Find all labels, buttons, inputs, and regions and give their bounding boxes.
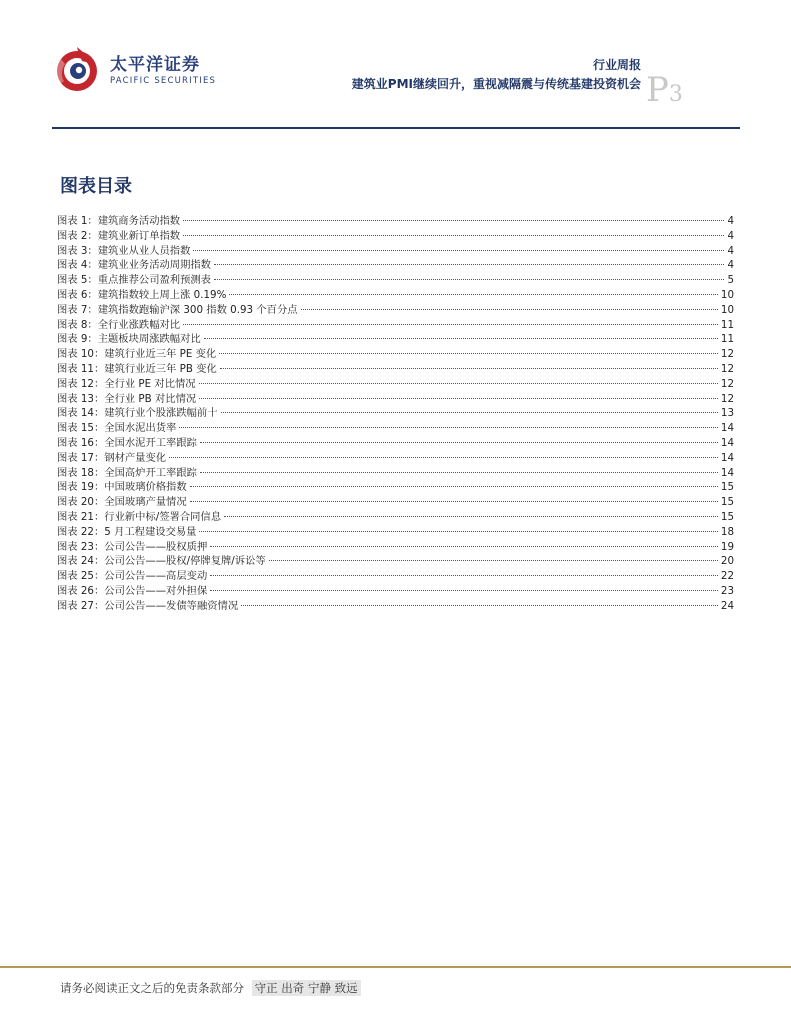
- toc-entry-page: 4: [727, 259, 734, 272]
- toc-dot-leader: [219, 353, 718, 354]
- page-footer: [60, 980, 361, 996]
- page-number-digit: 3: [668, 82, 683, 107]
- toc-entry-label: 图表 15：全国水泥出货率: [57, 422, 177, 435]
- toc-entry-label: 图表 12：全行业 PE 对比情况: [57, 377, 196, 390]
- toc-entry[interactable]: [57, 214, 734, 229]
- toc-entry-label: 图表 19：中国玻璃价格指数: [57, 481, 187, 494]
- pacific-securities-logo-icon: [52, 44, 102, 94]
- toc-dot-leader: [199, 531, 717, 532]
- toc-entry[interactable]: [57, 599, 734, 614]
- toc-entry-page: 14: [720, 466, 734, 479]
- page-number: [646, 70, 683, 110]
- toc-entry[interactable]: [57, 244, 734, 259]
- toc-entry-label: 图表 5：重点推荐公司盈利预测表: [57, 274, 211, 287]
- toc-entry-page: 14: [720, 436, 734, 449]
- toc-entry-label: 图表 26：公司公告——对外担保: [57, 584, 208, 597]
- toc-entry-page: 22: [720, 570, 734, 583]
- toc-dot-leader: [183, 235, 724, 236]
- toc-dot-leader: [190, 501, 718, 502]
- toc-entry-page: 10: [720, 288, 734, 301]
- toc-dot-leader: [183, 220, 724, 221]
- toc-entry-label: 图表 3：建筑业从业人员指数: [57, 244, 191, 257]
- toc-entry-page: 18: [720, 525, 734, 538]
- toc-entry[interactable]: [57, 451, 734, 466]
- toc-entry[interactable]: [57, 495, 734, 510]
- toc-entry[interactable]: [57, 229, 734, 244]
- toc-dot-leader: [224, 516, 718, 517]
- toc-dot-leader: [210, 590, 718, 591]
- toc-entry-label: 图表 24：公司公告——股权/停牌复牌/诉讼等: [57, 555, 266, 568]
- toc-entry-page: 4: [727, 244, 734, 257]
- toc-entry-label: 图表 6：建筑指数较上周上涨 0.19%: [57, 288, 227, 301]
- logo-english-name: PACIFIC SECURITIES: [110, 76, 217, 86]
- toc-entry-label: 图表 7：建筑指数跑输沪深 300 指数 0.93 个百分点: [57, 303, 298, 316]
- toc-dot-leader: [199, 398, 718, 399]
- toc-entry-page: 11: [720, 318, 734, 331]
- toc-entry-label: 图表 8：全行业涨跌幅对比: [57, 318, 181, 331]
- toc-entry[interactable]: [57, 288, 734, 303]
- toc-entry[interactable]: [57, 303, 734, 318]
- toc-dot-leader: [210, 575, 718, 576]
- page-number-letter: P: [646, 70, 669, 110]
- header-divider: [52, 127, 740, 129]
- toc-entry-label: 图表 23：公司公告——股权质押: [57, 540, 208, 553]
- toc-entry[interactable]: [57, 273, 734, 288]
- toc-entry[interactable]: [57, 377, 734, 392]
- toc-dot-leader: [269, 560, 718, 561]
- toc-entry-page: 13: [720, 407, 734, 420]
- toc-entry[interactable]: [57, 258, 734, 273]
- toc-entry[interactable]: [57, 436, 734, 451]
- toc-dot-leader: [214, 264, 724, 265]
- toc-dot-leader: [200, 472, 718, 473]
- toc-entry-page: 15: [720, 496, 734, 509]
- toc-dot-leader: [241, 605, 718, 606]
- toc-entry[interactable]: [57, 584, 734, 599]
- company-logo: [52, 44, 252, 96]
- toc-entry-label: 图表 21：行业新中标/签署合同信息: [57, 510, 222, 523]
- toc-entry-page: 4: [727, 215, 734, 227]
- toc-entry-label: 图表 27：公司公告——发债等融资情况: [57, 599, 239, 612]
- footer-motto: 守正 出奇 宁静 致远: [252, 980, 361, 996]
- toc-entry[interactable]: [57, 362, 734, 377]
- toc-entry[interactable]: [57, 406, 734, 421]
- toc-dot-leader: [199, 383, 718, 384]
- toc-entry-page: 10: [720, 303, 734, 316]
- toc-entry-label: 图表 4：建筑业业务活动周期指数: [57, 259, 211, 272]
- toc-entry[interactable]: [57, 332, 734, 347]
- toc-entry-page: 20: [720, 555, 734, 568]
- logo-chinese-name: 太平洋证券: [110, 55, 200, 75]
- toc-entry-page: 4: [727, 229, 734, 242]
- section-title: 图表目录: [60, 176, 132, 197]
- toc-dot-leader: [183, 324, 718, 325]
- toc-entry-label: 图表 22：5 月工程建设交易量: [57, 525, 197, 538]
- toc-entry-label: 图表 16：全国水泥开工率跟踪: [57, 436, 197, 449]
- toc-entry[interactable]: [57, 318, 734, 333]
- toc-entry[interactable]: [57, 466, 734, 481]
- toc-entry[interactable]: [57, 421, 734, 436]
- toc-entry-label: 图表 18：全国高炉开工率跟踪: [57, 466, 197, 479]
- toc-entry-label: 图表 17：钢材产量变化: [57, 451, 167, 464]
- toc-entry-page: 12: [720, 392, 734, 405]
- toc-dot-leader: [193, 250, 724, 251]
- toc-entry[interactable]: [57, 540, 734, 555]
- toc-entry-page: 14: [720, 422, 734, 435]
- toc-entry-label: 图表 10：建筑行业近三年 PE 变化: [57, 348, 217, 361]
- footer-disclaimer: 请务必阅读正文之后的免责条款部分: [60, 981, 244, 995]
- toc-entry-page: 24: [720, 599, 734, 612]
- toc-dot-leader: [220, 368, 718, 369]
- toc-dot-leader: [169, 457, 718, 458]
- toc-dot-leader: [204, 338, 718, 339]
- toc-entry-page: 19: [720, 540, 734, 553]
- toc-entry-page: 23: [720, 584, 734, 597]
- toc-entry[interactable]: [57, 480, 734, 495]
- toc-entry-label: 图表 13：全行业 PB 对比情况: [57, 392, 197, 405]
- toc-dot-leader: [214, 279, 724, 280]
- toc-entry-label: 图表 25：公司公告——高层变动: [57, 570, 208, 583]
- toc-entry-page: 12: [720, 377, 734, 390]
- toc-entry-label: 图表 2：建筑业新订单指数: [57, 229, 181, 242]
- page-header: [0, 0, 791, 130]
- toc-entry-page: 12: [720, 348, 734, 361]
- report-title: 建筑业PMI继续回升，重视减隔震与传统基建投资机会: [351, 77, 641, 91]
- toc-dot-leader: [221, 412, 718, 413]
- toc-entry-page: 15: [720, 481, 734, 494]
- table-of-figures: [57, 214, 734, 614]
- toc-entry-page: 11: [720, 333, 734, 346]
- toc-entry-page: 15: [720, 510, 734, 523]
- toc-entry[interactable]: [57, 510, 734, 525]
- toc-entry-page: 12: [720, 362, 734, 375]
- toc-dot-leader: [190, 486, 718, 487]
- toc-entry[interactable]: [57, 525, 734, 540]
- toc-entry-label: 图表 1：建筑商务活动指数: [57, 215, 181, 227]
- toc-entry[interactable]: [57, 392, 734, 407]
- toc-dot-leader: [200, 442, 718, 443]
- toc-dot-leader: [301, 309, 718, 310]
- toc-entry[interactable]: [57, 569, 734, 584]
- toc-entry-label: 图表 9：主题板块周涨跌幅对比: [57, 333, 201, 346]
- toc-entry-label: 图表 11：建筑行业近三年 PB 变化: [57, 362, 217, 375]
- toc-entry-page: 14: [720, 451, 734, 464]
- report-type: 行业周报: [592, 58, 641, 72]
- toc-dot-leader: [229, 294, 718, 295]
- footer-divider: [0, 966, 791, 968]
- toc-dot-leader: [210, 546, 718, 547]
- toc-entry-label: 图表 14：建筑行业个股涨跌幅前十: [57, 407, 218, 420]
- toc-dot-leader: [179, 427, 718, 428]
- toc-entry[interactable]: [57, 347, 734, 362]
- toc-entry-label: 图表 20：全国玻璃产量情况: [57, 496, 187, 509]
- toc-entry-page: 5: [727, 274, 734, 287]
- toc-entry[interactable]: [57, 554, 734, 569]
